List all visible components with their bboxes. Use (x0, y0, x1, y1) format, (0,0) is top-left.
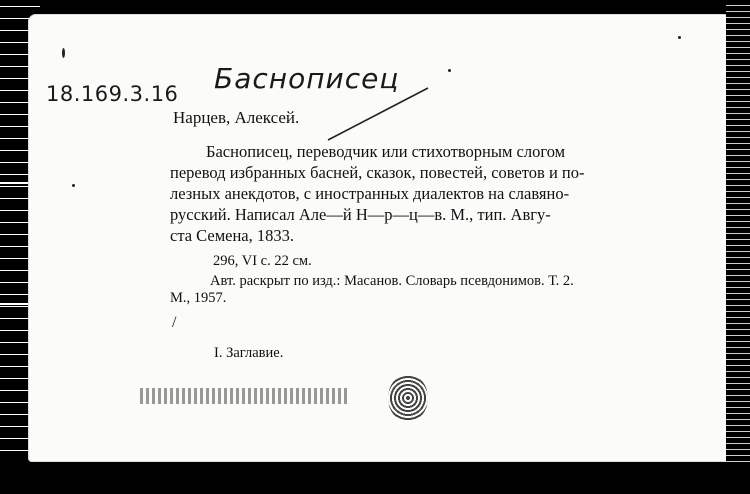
scanner-border-bottom (0, 462, 750, 494)
subject-entry: I. Заглавие. (214, 345, 284, 361)
note-line: М., 1957. (170, 290, 227, 306)
catalog-card (28, 14, 730, 462)
speck (72, 184, 75, 187)
pen-stroke (318, 84, 438, 144)
body-line: перевод избранных басней, сказок, повестей, советов и по- (170, 163, 585, 182)
author-heading: Нарцев, Алексей. (173, 108, 300, 127)
speck (62, 48, 65, 58)
call-number: 18.169.3.16 (46, 82, 179, 106)
pencil-mark-icon: / (172, 314, 177, 331)
body-line: Баснописец, переводчик или стихотворным слогом (206, 142, 566, 161)
speck (678, 36, 681, 39)
body-line: лезных анекдотов, с иностранных диалектов на славяно- (170, 184, 570, 203)
smudge-mark (388, 374, 428, 422)
body-line: ста Семена, 1833. (170, 226, 295, 245)
scanner-border-right (726, 0, 750, 494)
physical-description: 296, VI с. 22 см. (213, 253, 312, 269)
faded-stamp (140, 388, 350, 404)
body-line: русский. Написал Але—й Н—р—ц—в. М., тип. Авгу- (170, 205, 551, 224)
speck (448, 69, 451, 72)
handwritten-title: Баснописец (214, 62, 400, 95)
note-line: Авт. раскрыт по изд.: Масанов. Словарь псевдонимов. Т. 2. (210, 273, 574, 289)
